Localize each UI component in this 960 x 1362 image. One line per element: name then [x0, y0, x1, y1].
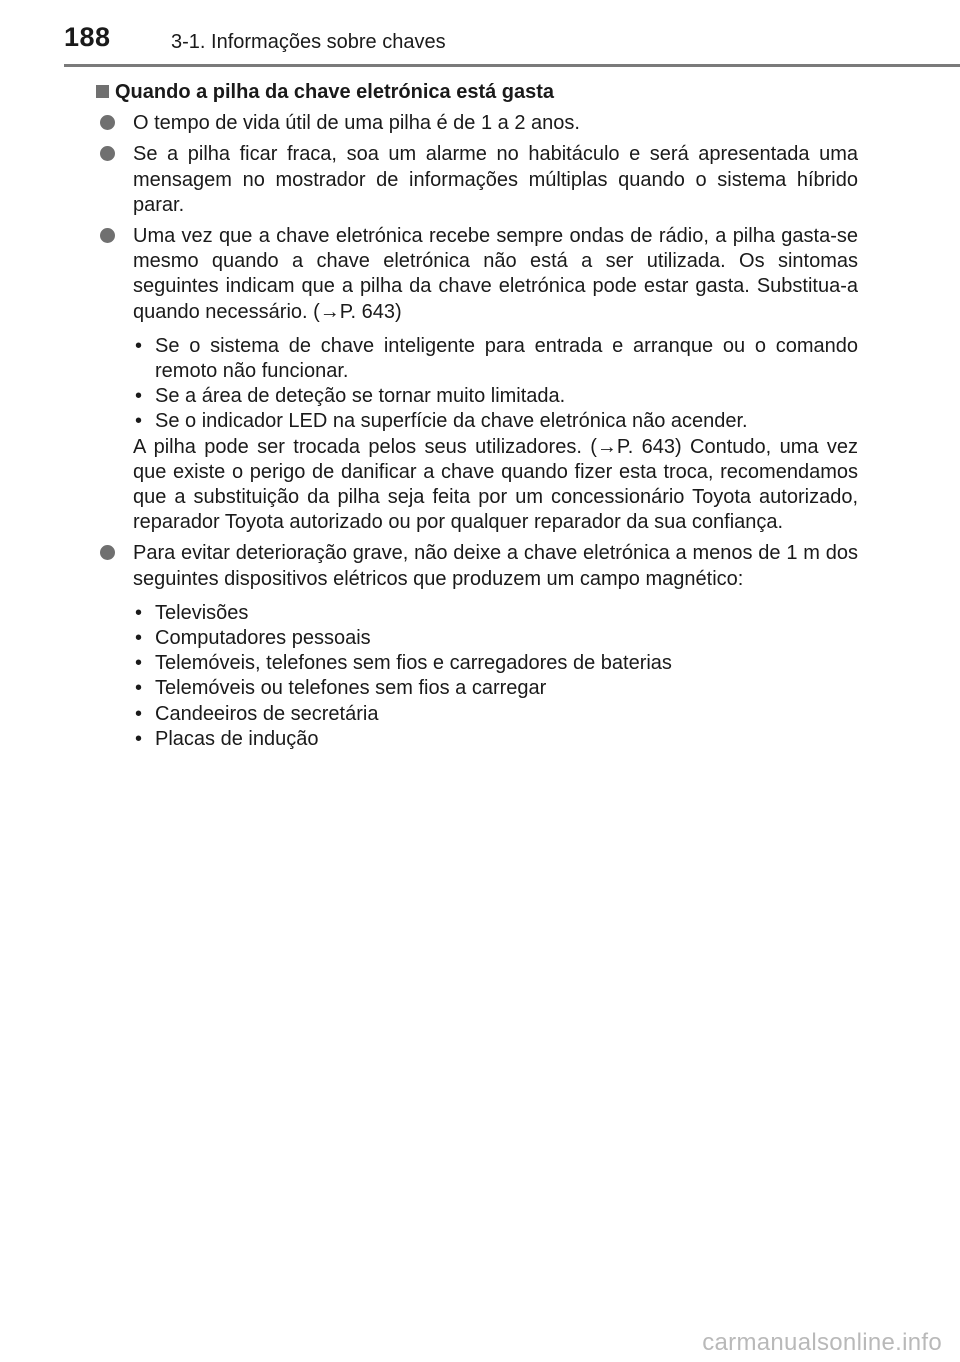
device-list [133, 601, 858, 752]
list-marker: • [135, 410, 143, 433]
header-divider [64, 64, 960, 67]
replacement-note: A pilha pode ser trocada pelos seus utilizadores. (→P. 643) Contudo, uma vez que existe o perigo de danificar a chave quando fizer esta troca, recomendamos que a substituição da pilha seja feita por um concessionário Toyota autorizado, reparador Toyota autorizado ou por qualquer reparador da sua confiança. [133, 435, 858, 534]
list-marker: • [135, 627, 143, 650]
topic-heading-text: Quando a pilha da chave eletrónica está gasta [115, 81, 555, 103]
list-item-text: Se o sistema de chave inteligente para entrada e arranque ou o comando remoto não funcionar. [155, 334, 858, 383]
page-header [0, 0, 960, 66]
bullet-text: Uma vez que a chave eletrónica recebe sempre ondas de rádio, a pilha gasta-se mesmo quando a chave eletrónica não está a ser utilizada. Os sintomas seguintes indicam que a pilha da chave eletrónica pode estar gasta. Substitua-a quando necessário. (→P. 643) [133, 225, 858, 323]
bullet-text: Se a pilha ficar fraca, soa um alarme no habitáculo e será apresentada uma mensagem no mostrador de informações múltiplas quando o sistema híbrido parar. [133, 143, 858, 216]
bullet-item [96, 111, 858, 136]
list-item-text: Se a área de deteção se tornar muito limitada. [155, 385, 566, 408]
square-bullet-icon [96, 85, 109, 98]
symptom-list [133, 334, 858, 435]
circle-bullet-icon [100, 545, 115, 560]
list-item [133, 651, 858, 676]
circle-bullet-icon [100, 228, 115, 243]
bullet-item [96, 224, 858, 325]
list-marker: • [135, 385, 143, 408]
list-marker: • [135, 601, 143, 624]
circle-bullet-icon [100, 146, 115, 161]
list-item-text: Computadores pessoais [155, 627, 371, 650]
list-item [133, 334, 858, 384]
list-item [133, 727, 858, 752]
list-item-text: Se o indicador LED na superfície da chave eletrónica não acender. [155, 410, 748, 433]
list-item-text: Telemóveis ou telefones sem fios a carregar [155, 677, 547, 700]
list-marker: • [135, 727, 143, 750]
list-item [133, 676, 858, 701]
page-number: 188 [64, 22, 111, 52]
bullet-item [96, 541, 858, 591]
bullet-text: Para evitar deterioração grave, não deixe a chave eletrónica a menos de 1 m dos seguintes dispositivos elétricos que produzem um campo magnético: [133, 542, 858, 590]
list-item-text: Telemóveis, telefones sem fios e carregadores de baterias [155, 652, 672, 675]
bullet-text: O tempo de vida útil de uma pilha é de 1 a 2 anos. [133, 112, 580, 135]
list-marker: • [135, 702, 143, 725]
bullet-item [96, 142, 858, 218]
section-title: 3-1. Informações sobre chaves [171, 31, 446, 53]
list-item [133, 702, 858, 727]
list-item [133, 384, 858, 409]
list-marker: • [135, 677, 143, 700]
list-item [133, 601, 858, 626]
list-item [133, 626, 858, 651]
list-item [133, 409, 858, 434]
list-item-text: Televisões [155, 601, 249, 624]
topic-heading [96, 80, 858, 105]
list-item-text: Placas de indução [155, 727, 319, 750]
list-marker: • [135, 334, 143, 357]
circle-bullet-icon [100, 115, 115, 130]
list-item-text: Candeeiros de secretária [155, 702, 379, 725]
watermark: carmanualsonline.info [702, 1329, 942, 1356]
page-content [96, 80, 858, 752]
list-marker: • [135, 652, 143, 675]
